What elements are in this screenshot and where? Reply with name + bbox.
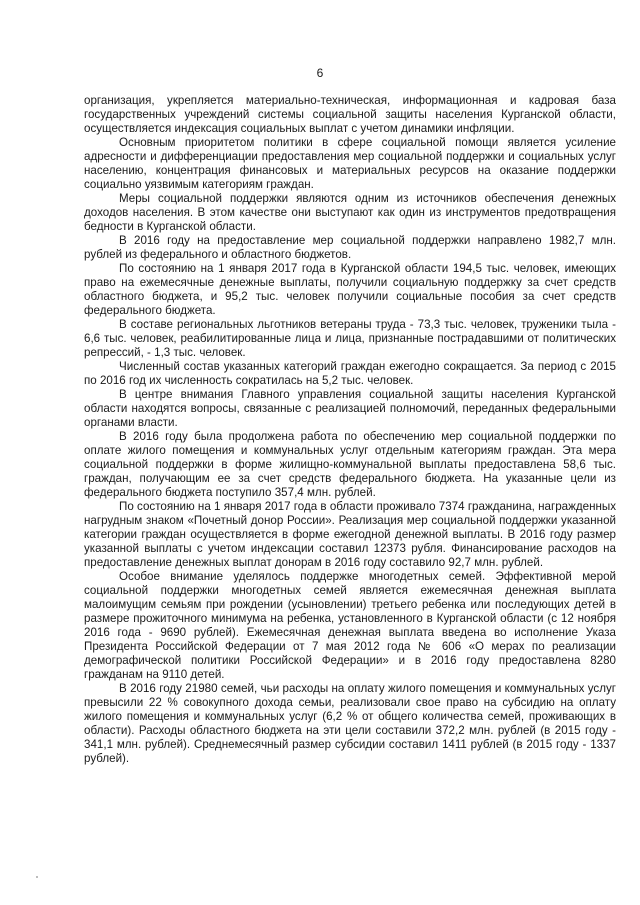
- paragraph-donors: По состоянию на 1 января 2017 года в области проживало 7374 гражданина, награжденных нагрудным знаком «Почетный донор России». Реализация мер социальной поддержки указанной категории граждан осуществляется в форме ежегодной денежной выплаты. В 2016 году размер указанной выплаты с учетом индексации составил 12373 рубля. Финансирование расходов на предоставление денежных выплат донорам в 2016 году составило 92,7 млн. рублей.: [84, 500, 616, 569]
- paragraph-support-measures: Меры социальной поддержки являются одним из источников обеспечения денежных доходов населения. В этом качестве они выступают как один из инструментов предотвращения бедности в Курганской области.: [84, 192, 616, 233]
- paragraph-policy-priority: Основным приоритетом политики в сфере социальной помощи является усиление адресности и дифференциации предоставления мер социальной поддержки и социальных услуг населению, концентрация финансовых и материальных ресурсов на оказание поддержки социально уязвимым категориям граждан.: [84, 136, 616, 191]
- scan-speck: [36, 876, 38, 878]
- paragraph-numbers-decline: Численный состав указанных категорий граждан ежегодно сокращается. За период с 2015 по 2016 год их численность сократилась на 5,2 тыс. человек.: [84, 360, 616, 387]
- paragraph-2016-funding: В 2016 году на предоставление мер социальной поддержки направлено 1982,7 млн. рублей из федерального и областного бюджетов.: [84, 234, 616, 261]
- paragraph-housing-utilities: В 2016 году была продолжена работа по обеспечению мер социальной поддержки по оплате жилого помещения и коммунальных услуг отдельным категориям граждан. Эта мера социальной поддержки в форме жилищно-коммунальной выплаты предоставлена 58,6 тыс. граждан, получающим ее за счет средств федерального бюджета. На указанные цели из федерального бюджета поступило 357,4 млн. рублей.: [84, 430, 616, 499]
- paragraph-continuation: организация, укрепляется материально-техническая, информационная и кадровая база государственных учреждений системы социальной защиты населения Курганской области, осуществляется индексация социальных выплат с учетом динамики инфляции.: [84, 94, 616, 135]
- paragraph-federal-powers: В центре внимания Главного управления социальной защиты населения Курганской области находятся вопросы, связанные с реализацией полномочий, переданных федеральными органами власти.: [84, 388, 616, 429]
- paragraph-regional-beneficiaries: В составе региональных льготников ветераны труда - 73,3 тыс. человек, труженики тыла - 6,6 тыс. человек, реабилитированные лица и лица, признанные пострадавшими от политических репрессий, - 1,3 тыс. человек.: [84, 318, 616, 359]
- paragraph-recipients: По состоянию на 1 января 2017 года в Курганской области 194,5 тыс. человек, имеющих право на ежемесячные денежные выплаты, получили социальную поддержку за счет средств областного бюджета, и 95,2 тыс. человек получили социальные пособия за счет средств федерального бюджета.: [84, 262, 616, 317]
- paragraph-subsidies: В 2016 году 21980 семей, чьи расходы на оплату жилого помещения и коммунальных услуг превысили 22 % совокупного дохода семьи, реализовали свое право на субсидию на оплату жилого помещения и коммунальных услуг (6,2 % от общего количества семей, проживающих в области). Расходы областного бюджета на эти цели составили 372,2 млн. рублей (в 2015 году - 341,1 млн. рублей). Среднемесячный размер субсидии составил 1411 рублей (в 2015 году - 1337 рублей).: [84, 682, 616, 765]
- paragraph-large-families: Особое внимание уделялось поддержке многодетных семей. Эффективной мерой социальной поддержки многодетных семей является ежемесячная денежная выплата малоимущим семьям при рождении (усыновлении) третьего ребенка или последующих детей в размере прожиточного минимума на ребенка, установленного в Курганской области (с 12 ноября 2016 года - 9690 рублей). Ежемесячная денежная выплата введена во исполнение Указа Президента Российской Федерации от 7 мая 2012 года № 606 «О мерах по реализации демографической политики Российской Федерации» и в 2016 году предоставлена 8280 гражданам на 9110 детей.: [84, 570, 616, 681]
- page-number: 6: [316, 66, 324, 80]
- document-body: [84, 94, 616, 766]
